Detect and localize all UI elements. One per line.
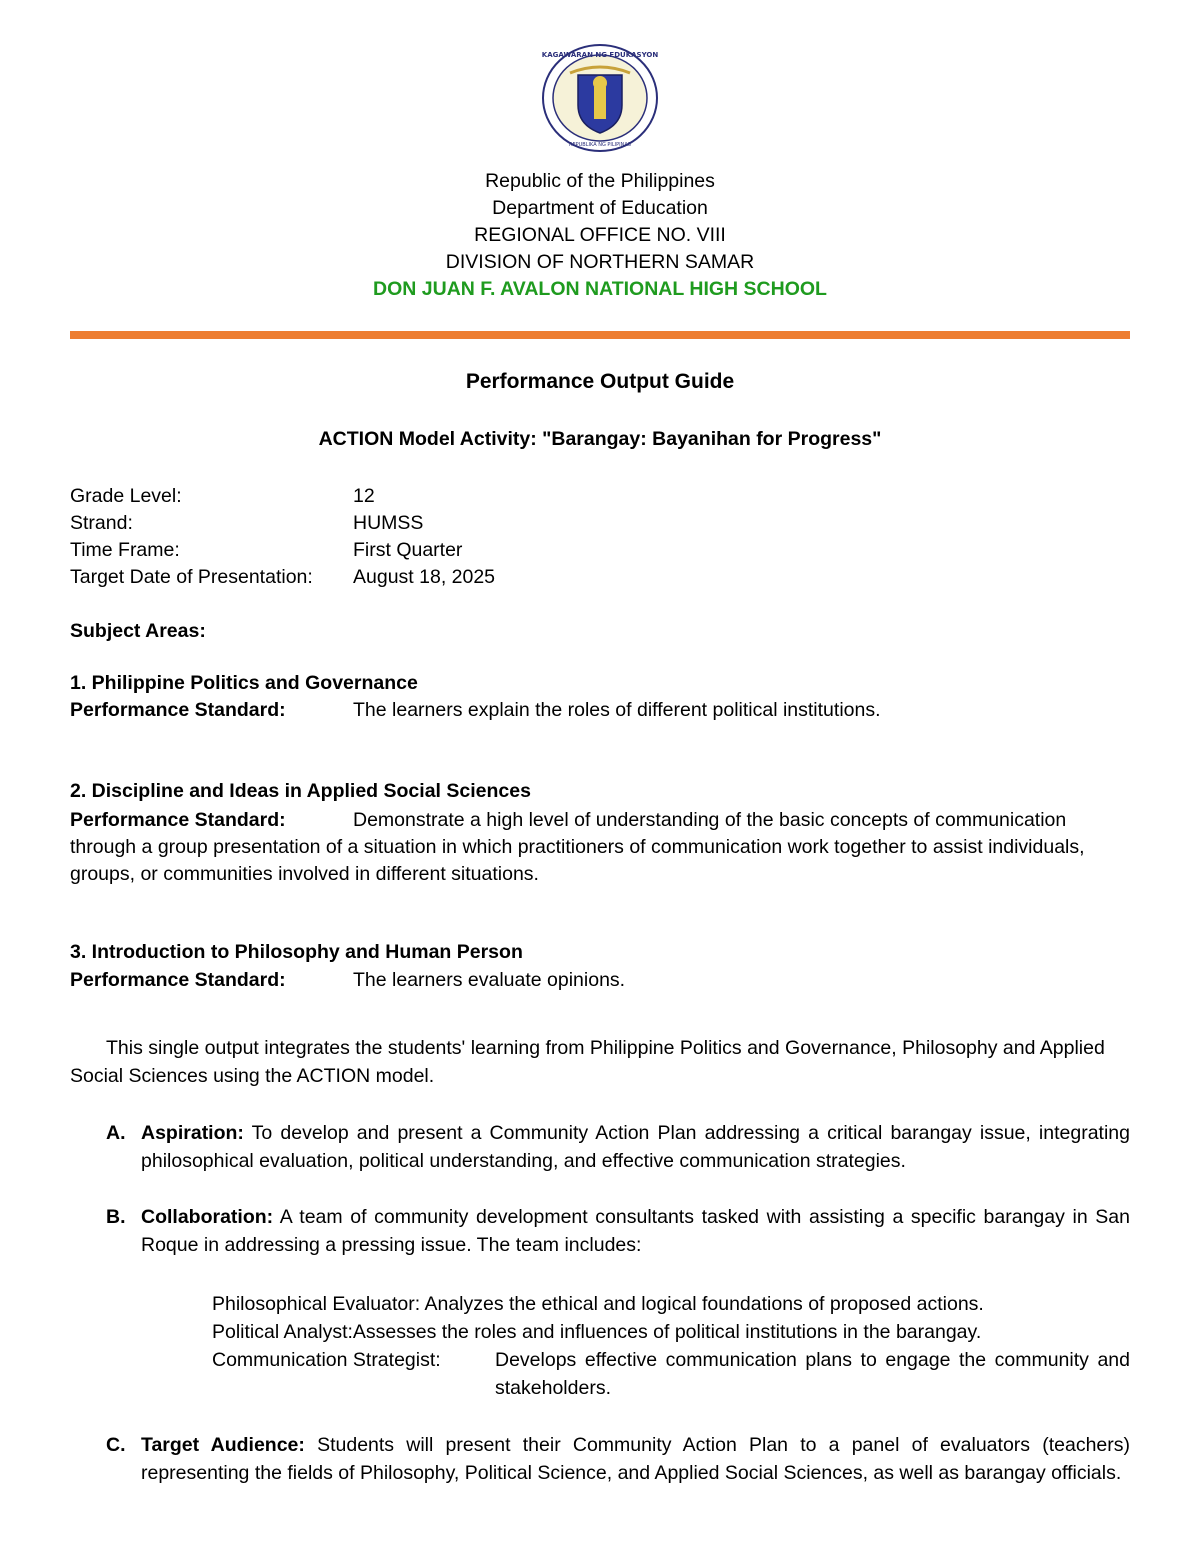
item-text [141,1203,1130,1259]
info-value: 12 [353,485,375,507]
item-term: Aspiration: [141,1122,244,1144]
item-text [141,1431,1130,1487]
deped-seal-logo [540,43,660,153]
info-label: Target Date of Presentation: [70,566,313,588]
letterhead [0,168,1200,303]
item-body: To develop and present a Community Action Plan addressing a critical barangay issue, integrating philosophical evaluation, political understanding, and effective communication strategies. [141,1122,1130,1172]
region-line: REGIONAL OFFICE NO. VIII [474,224,726,246]
performance-standard-label: Performance Standard: [70,809,286,831]
activity-title: ACTION Model Activity: "Barangay: Bayanihan for Progress" [318,428,882,450]
info-label: Grade Level: [70,485,182,507]
division-line: DIVISION OF NORTHERN SAMAR [445,251,755,273]
item-text [141,1119,1130,1175]
subject-heading: 3. Introduction to Philosophy and Human Person [70,941,523,963]
document-title: Performance Output Guide [465,370,735,393]
info-value: First Quarter [353,539,463,561]
role-philosophical-evaluator: Philosophical Evaluator: Analyzes the ethical and logical foundations of proposed actions. [212,1293,984,1315]
info-row [70,564,495,591]
item-marker: A. [106,1122,126,1144]
performance-standard-continuation: through a group presentation of a situation in which practitioners of communication work together to assist individuals, groups, or communities involved in different situations. [70,836,1085,885]
seal-text-top: KAGAWARAN NG EDUKASYON [541,51,659,59]
header-divider [70,331,1130,339]
item-marker: B. [106,1206,126,1228]
info-block [70,483,495,591]
performance-standard-label: Performance Standard: [70,699,286,721]
action-item-collaboration [106,1203,1130,1259]
role-political-analyst: Political Analyst:Assesses the roles and influences of political institutions in the barangay. [212,1321,982,1343]
info-value: August 18, 2025 [353,566,496,588]
subject-heading: 2. Discipline and Ideas in Applied Social Sciences [70,780,531,802]
role-label: Communication Strategist: [212,1349,441,1371]
info-row [70,537,495,564]
info-row [70,510,495,537]
info-row [70,483,495,510]
integration-paragraph: This single output integrates the students' learning from Philippine Politics and Governance, Philosophy and Applied Social Sciences using the ACTION model. [70,1037,1105,1087]
school-name: DON JUAN F. AVALON NATIONAL HIGH SCHOOL [373,278,827,300]
action-item-aspiration [106,1119,1130,1175]
performance-standard-text: The learners evaluate opinions. [353,969,626,991]
item-marker: C. [106,1434,126,1456]
action-item-target-audience [106,1431,1130,1487]
info-label: Time Frame: [70,539,180,561]
subject-heading: 1. Philippine Politics and Governance [70,672,418,694]
item-term: Target Audience: [141,1434,305,1456]
seal-text-bottom: REPUBLIKA NG PILIPINAS [569,142,631,148]
performance-standard-text: Demonstrate a high level of understanding of the basic concepts of communication [353,809,1067,831]
item-body: A team of community development consultants tasked with assisting a specific barangay in San Roque in addressing a pressing issue. The team includes: [141,1206,1130,1256]
subject-areas-heading: Subject Areas: [70,620,206,642]
performance-standard-label: Performance Standard: [70,969,286,991]
info-label: Strand: [70,512,133,534]
item-term: Collaboration: [141,1206,274,1228]
performance-standard-text: The learners explain the roles of different political institutions. [353,699,881,721]
performance-standard-row [70,699,881,722]
info-value: HUMSS [353,512,424,534]
country-line: Republic of the Philippines [485,170,715,192]
role-communication-strategist [212,1346,1130,1402]
performance-standard-row [70,807,1130,834]
department-line: Department of Education [492,197,708,219]
performance-standard-row [70,969,625,992]
role-text: Develops effective communication plans to engage the community and stakeholders. [495,1349,1130,1399]
item-body: Students will present their Community Action Plan to a panel of evaluators (teachers) representing the fields of Philosophy, Political Science, and Applied Social Sciences, as well as barangay officials. [141,1434,1130,1484]
performance-standard-block [70,807,1130,888]
team-roles-list [212,1290,1130,1402]
